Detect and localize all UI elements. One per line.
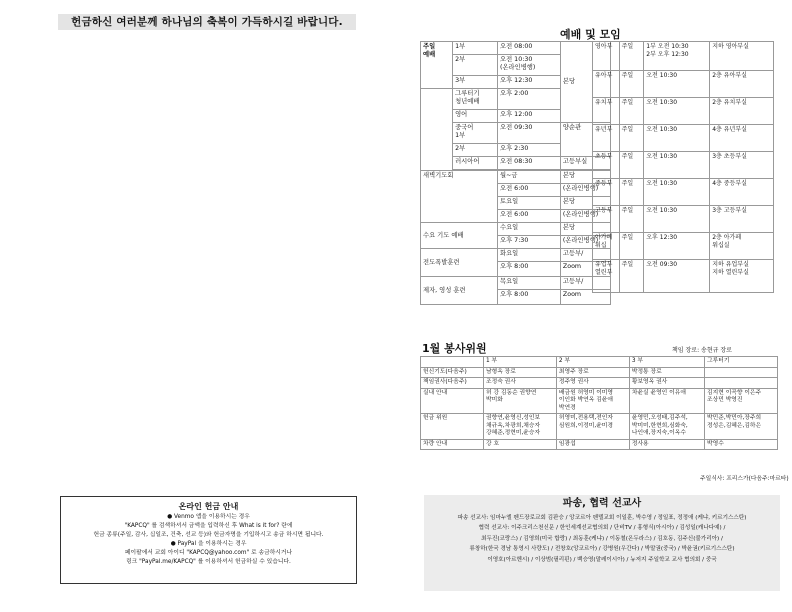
service-row	[421, 414, 778, 440]
service-cell: 박영수	[705, 439, 778, 450]
department-place: 4층 중등부실	[710, 179, 774, 206]
department-day: 주일	[619, 125, 644, 152]
meeting-place: 고등부/	[560, 249, 610, 262]
worship-title: 예배 및 모임	[560, 28, 621, 41]
worship-schedule-table	[420, 41, 611, 305]
service-leader: 책임 장로: 송현규 장로	[672, 347, 732, 354]
department-day: 주일	[619, 152, 644, 179]
service-cell: 허영미,전용택,전인자 심원희,이정미,윤미경	[556, 414, 629, 440]
service-time: 오후 12:00	[498, 110, 561, 123]
meeting-day: 월~금	[498, 171, 561, 184]
department-name: 초등부	[593, 152, 620, 179]
service-cell: 허 강 김동순 권향연 박미화	[484, 388, 557, 414]
meeting-day: 목요일	[498, 277, 561, 290]
service-cell: 정사용	[629, 439, 704, 450]
service-time: 오후 2:00	[498, 89, 561, 110]
service-cell: 황보영옥 권사	[629, 378, 704, 389]
service-cell: 박정통 장로	[629, 367, 704, 378]
department-place: 3층 고등부실	[710, 206, 774, 233]
missionary-line: 파송 선교사: 임마누엘 펜드장로교회 김판승 / 앙코르아 펜델교회 이일훈, 박수영 / 정일표, 정정애 (케냐, 키르기스스탄)	[457, 514, 747, 521]
department-row	[593, 233, 774, 260]
department-time: 오전 09:30	[644, 260, 710, 293]
department-name: 유업부 열린부	[593, 260, 620, 293]
service-row	[421, 367, 778, 378]
department-row	[593, 125, 774, 152]
discipleship-training-label: 제자, 영성 훈련	[421, 277, 498, 305]
online-line: "KAPCQ" 를 검색하셔서 금액을 입력하신 후 What is it for? 란에	[124, 523, 293, 529]
missionary-line: 이영호(아르헨시) / 이상범(필리핀) / 백승영(말레이시아) / 뉴저지 주일학교 교사 협의회 / 중국	[487, 556, 717, 563]
evangelism-training-label: 전도폭발훈련	[421, 249, 498, 277]
meeting-day: 화요일	[498, 249, 561, 262]
service-header: 2 부	[556, 357, 629, 368]
service-part: 2부	[453, 144, 498, 157]
department-row	[593, 260, 774, 293]
service-part: 러시아어	[453, 157, 498, 170]
meeting-place-note: (온라인병행)	[560, 184, 610, 197]
service-cell: 윤영민,오성태,김주석, 박미미,한현희,심화숙, 나인애,장지숙,이옥수	[629, 414, 704, 440]
department-time: 오전 10:30	[644, 152, 710, 179]
online-line: 헌금 종류(주일, 감사, 십일조, 건축, 선교 등)와 헌금자명을 기입하시고 송금 하시면 됩니다.	[93, 532, 324, 538]
service-cell	[705, 378, 778, 389]
service-header: 그루터기	[705, 357, 778, 368]
service-cell: 정주영 권사	[556, 378, 629, 389]
service-volunteers-table	[420, 356, 778, 450]
department-time: 오전 10:30	[644, 206, 710, 233]
meeting-place-note: Zoom	[560, 262, 610, 277]
service-row	[421, 388, 778, 414]
meeting-place-note: (온라인병행)	[560, 210, 610, 223]
service-row	[421, 378, 778, 389]
department-place: 2층 유아부실	[710, 71, 774, 98]
department-place: 3층 초등부실	[710, 152, 774, 179]
wednesday-prayer-label: 수요 기도 예배	[421, 223, 498, 249]
service-part: 2부	[453, 55, 498, 76]
service-cell: 조정숙 권사	[484, 378, 557, 389]
meeting-place: 본당	[560, 171, 610, 184]
department-place: 지하 유업부실 지하 열린부실	[710, 260, 774, 293]
online-line: 페이팔에서 교회 아이디 "KAPCQ@yahoo.com" 로 송금하시거나	[124, 550, 293, 556]
meeting-time: 오후 8:00	[498, 290, 561, 305]
department-place: 2층 아가페 워십실	[710, 233, 774, 260]
department-time: 오전 10:30	[644, 98, 710, 125]
meeting-day: 토요일	[498, 197, 561, 210]
department-time: 오전 10:30	[644, 125, 710, 152]
department-day: 주일	[619, 98, 644, 125]
service-header: 1 부	[484, 357, 557, 368]
service-role-label: 헌금 위원	[421, 414, 484, 440]
sunday-worship-label: 주일 예배	[421, 42, 453, 89]
service-place: 양순관	[560, 123, 610, 157]
meeting-place: 본당	[560, 197, 610, 210]
service-time: 오후 12:30	[498, 76, 561, 89]
online-offering-box	[60, 496, 357, 584]
service-cell: 배금원 허영미 이미영 이인화 박연옥 김윤애 박연경	[556, 388, 629, 414]
service-role-label: 책임권사(다음주)	[421, 378, 484, 389]
department-day: 주일	[619, 42, 644, 71]
service-time: 오전 08:00	[498, 42, 561, 55]
department-row	[593, 98, 774, 125]
service-place: 본당	[560, 42, 610, 123]
service-cell: 차윤실 윤영인 이유애	[629, 388, 704, 414]
service-time: 오후 2:30	[498, 144, 561, 157]
service-title: 1월 봉사위원	[422, 342, 487, 355]
service-header-row	[421, 357, 778, 368]
service-time: 오전 09:30	[498, 123, 561, 144]
service-cell	[705, 367, 778, 378]
department-day: 주일	[619, 179, 644, 206]
service-role-label: 헌신기도(다음주)	[421, 367, 484, 378]
department-time: 오전 10:30	[644, 71, 710, 98]
meeting-place-note: (온라인병행)	[560, 236, 610, 249]
meeting-place: 고등부/	[560, 277, 610, 290]
department-row	[593, 179, 774, 206]
department-place: 지하 영아부실	[710, 42, 774, 71]
service-part: 1부	[453, 42, 498, 55]
meeting-place: 본당	[560, 223, 610, 236]
department-name: 중등부	[593, 179, 620, 206]
online-offering-title: 온라인 헌금 안내	[178, 502, 239, 511]
department-row	[593, 42, 774, 71]
service-cell: 임광섭	[556, 439, 629, 450]
department-time: 오전 10:30	[644, 179, 710, 206]
online-line: ● Venmo 앱을 이용하시는 경우	[167, 514, 250, 520]
meeting-day: 수요일	[498, 223, 561, 236]
service-row	[421, 439, 778, 450]
service-header	[421, 357, 484, 368]
department-day: 주일	[619, 260, 644, 293]
service-header: 3 부	[629, 357, 704, 368]
department-place: 2층 유치부실	[710, 98, 774, 125]
service-cell: 최영주 장로	[556, 367, 629, 378]
meeting-time: 오전 6:00	[498, 210, 561, 223]
service-cell: 남형옥 장로	[484, 367, 557, 378]
missionary-line: 협력 선교사: 이주크리스천신문 / 한인세계선교협의회 / 단비TV / 홍형식(아시아) / 김성일(캐나다예) /	[478, 525, 726, 531]
meal-footnote: 주일식사: 프리스가(다음주:마르타)	[700, 476, 789, 482]
online-line: 링크 "PayPal.me/KAPCQ" 를 이용하셔서 헌금하실 수 있습니다.	[126, 559, 291, 565]
department-time: 1부 오전 10:30 2부 오후 12:30	[644, 42, 710, 71]
service-part: 영어	[453, 110, 498, 123]
missionary-line: 최두진(코랑스) / 김영희(미국 합랑) / 최동훈(케냐) / 이동철(온두라스) / 김호동, 김주신(불가리아) /	[481, 535, 723, 542]
department-name: 유아부	[593, 71, 620, 98]
missionary-line: 류창하(한국 경남 통영시 사량도) / 전창호(앙코르아) / 강병원(우간다) / 박말권(중국) / 박윤권(키르기스스탄)	[469, 546, 735, 552]
missionaries-title: 파송, 협력 선교사	[562, 498, 642, 509]
service-cell: 강 호	[484, 439, 557, 450]
service-part: 3부	[453, 76, 498, 89]
meeting-time: 오후 7:30	[498, 236, 561, 249]
service-cell: 김지현 이곡향 이은주 조상민 박영진	[705, 388, 778, 414]
department-day: 주일	[619, 206, 644, 233]
service-role-label: 실내 안내	[421, 388, 484, 414]
department-row	[593, 71, 774, 98]
department-day: 주일	[619, 71, 644, 98]
meeting-time: 오후 8:00	[498, 262, 561, 277]
department-place: 4층 유년부실	[710, 125, 774, 152]
department-row	[593, 206, 774, 233]
dawn-prayer-label: 새벽기도회	[421, 171, 498, 223]
missionaries-box	[424, 495, 780, 591]
service-part: 중국어 1부	[453, 123, 498, 144]
service-cell: 권향연,윤영신,성인보 채규옥,차광희,채승자 강혜준,정현미,윤승자	[484, 414, 557, 440]
department-schedule-table	[592, 41, 774, 293]
department-name: 영아부	[593, 42, 620, 71]
department-name: 고등부	[593, 206, 620, 233]
service-role-label: 차량 안내	[421, 439, 484, 450]
meeting-time: 오전 6:00	[498, 184, 561, 197]
service-part: 그루터기 청년예배	[453, 89, 498, 110]
department-name: 아가페 워십	[593, 233, 620, 260]
service-time: 오전 10:30 (온라인병행)	[498, 55, 561, 76]
online-line: ● PayPal 을 이용하시는 경우	[170, 541, 247, 547]
department-time: 오후 12:30	[644, 233, 710, 260]
department-day: 주일	[619, 233, 644, 260]
department-name: 유치부	[593, 98, 620, 125]
service-place: 고등부실	[560, 157, 610, 170]
department-name: 유년부	[593, 125, 620, 152]
meeting-place-note: Zoom	[560, 290, 610, 305]
service-time: 오전 08:30	[498, 157, 561, 170]
service-cell: 박민준,박민아,장주희 정성은,김혜은,김하은	[705, 414, 778, 440]
blessing-banner: 헌금하신 여러분께 하나님의 축복이 가득하시길 바랍니다.	[58, 14, 356, 30]
department-row	[593, 152, 774, 179]
